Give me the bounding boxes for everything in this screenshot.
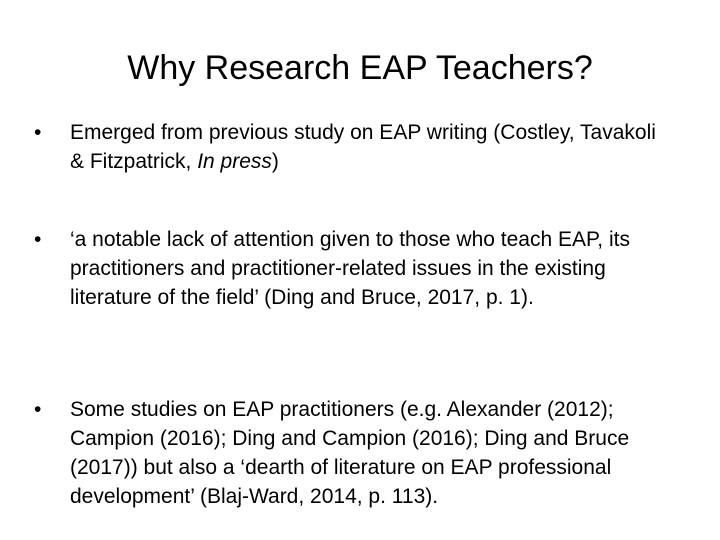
bullet-marker: • — [34, 121, 42, 144]
bullet-text-1-end: ) — [271, 150, 279, 173]
bullet-item-2 — [34, 225, 674, 312]
bullet-text-1-main: Emerged from previous study on EAP writing (Costley, Tavakoli & Fitzpatrick, — [70, 121, 656, 173]
bullet-text-1 — [70, 118, 674, 176]
slide-title: Why Research EAP Teachers? — [127, 49, 593, 87]
bullet-item-1 — [34, 118, 674, 176]
bullet-marker: • — [34, 228, 42, 251]
bullet-marker: • — [34, 398, 42, 421]
bullet-text-1-italic: In press — [197, 150, 272, 173]
bullet-text-3: Some studies on EAP practitioners (e.g. Alexander (2012); Campion (2016); Ding and Campion (2016); Ding and Bruce (2017)) but also a ‘dearth of literature on EAP professional development’ (Blaj-Ward, 2014, p. 113). — [70, 398, 630, 508]
bullet-text-2: ‘a notable lack of attention given to those who teach EAP, its practitioners and practitioner-related issues in the existing literature of the field’ (Ding and Bruce, 2017, p. 1). — [70, 228, 630, 309]
bullet-item-3 — [34, 395, 674, 511]
